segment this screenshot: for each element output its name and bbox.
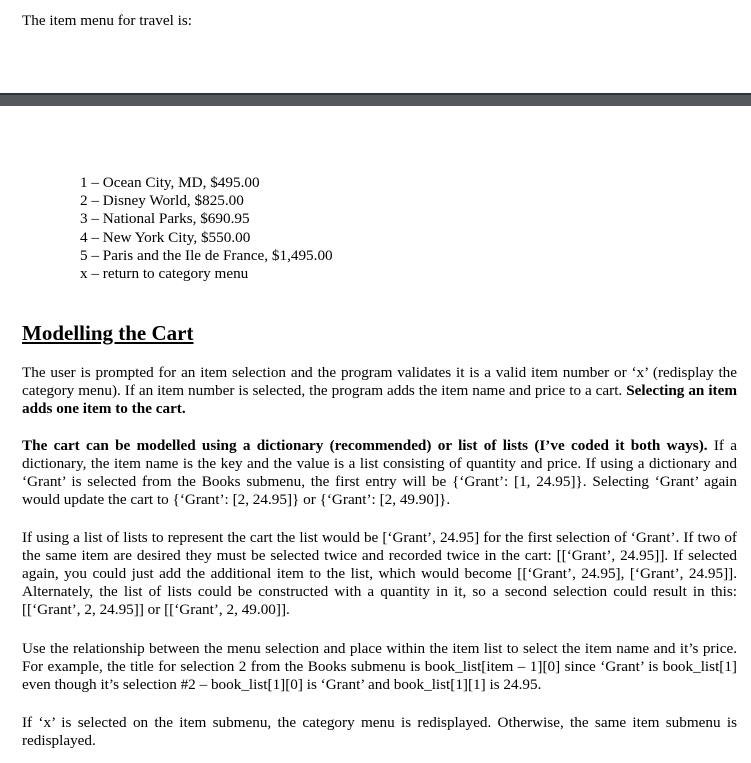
section-title: Modelling the Cart [22,321,194,345]
paragraph-text: The user is prompted for an item selection and the program validates it is a valid item number or ‘x’ (redisplay the category menu). If an item number is selected, the program adds the item name and price to a cart. [22,364,737,399]
menu-item-5: 5 – Paris and the Ile de France, $1,495.00 [80,246,333,264]
travel-item-menu [80,174,333,283]
menu-item-2: 2 – Disney World, $825.00 [80,192,244,210]
paragraph-bold-text: The cart can be modelled using a dictionary (recommended) or list of lists (I’ve coded it both ways). [22,437,708,454]
paragraph-item-selection [22,364,737,418]
menu-item-1: 1 – Ocean City, MD, $495.00 [80,174,260,191]
menu-item-x: x – return to category menu [80,264,249,282]
paragraph-redisplay: If ‘x’ is selected on the item submenu, the category menu is redisplayed. Otherwise, the same item submenu is redisplayed. [22,714,737,749]
paragraph-menu-relationship: Use the relationship between the menu selection and place within the item list to select the item name and it’s price. For example, the title for selection 2 from the Books submenu is book_list[item – 1][0] since ‘Grant’ is book_list[1] even though it’s selection #2 – book_list[1][0] is ‘Grant’ and book_list[1][1] is 24.95. [22,640,737,693]
intro-text: The item menu for travel is: [22,12,192,29]
paragraph-dictionary-model [22,437,737,509]
paragraph-bold-text: Selecting an item adds one item to the cart. [22,382,737,417]
section-divider-edge [0,93,751,95]
menu-item-4: 4 – New York City, $550.00 [80,228,251,246]
menu-item-3: 3 – National Parks, $690.95 [80,210,250,228]
paragraph-text: If a dictionary, the item name is the key and the value is a list consisting of quantity and price. If using a dictionary and ‘Grant’ is selected from the Books submenu, the first entry will be {‘Grant’: [1, 24.95]}. Selecting ‘Grant’ again would update the cart to {‘Grant’: [2, 24.95]} or {‘Grant’: [2, 49.90]}. [22,437,737,508]
paragraph-list-model: If using a list of lists to represent the cart the list would be [‘Grant’, 24.95] for the first selection of ‘Grant’. If two of the same item are desired they must be selected twice and recorded twice in the cart: [[‘Grant’, 24.95]]. If selected again, you could just add the additional item to the list, which would become [[‘Grant’, 24.95], [‘Grant’, 24.95]]. Alternately, the list of lists could be constructed with a quantity in it, so a second selection could result in this: [[‘Grant’, 2, 24.95]] or [[‘Grant’, 2, 49.00]]. [22,529,737,618]
